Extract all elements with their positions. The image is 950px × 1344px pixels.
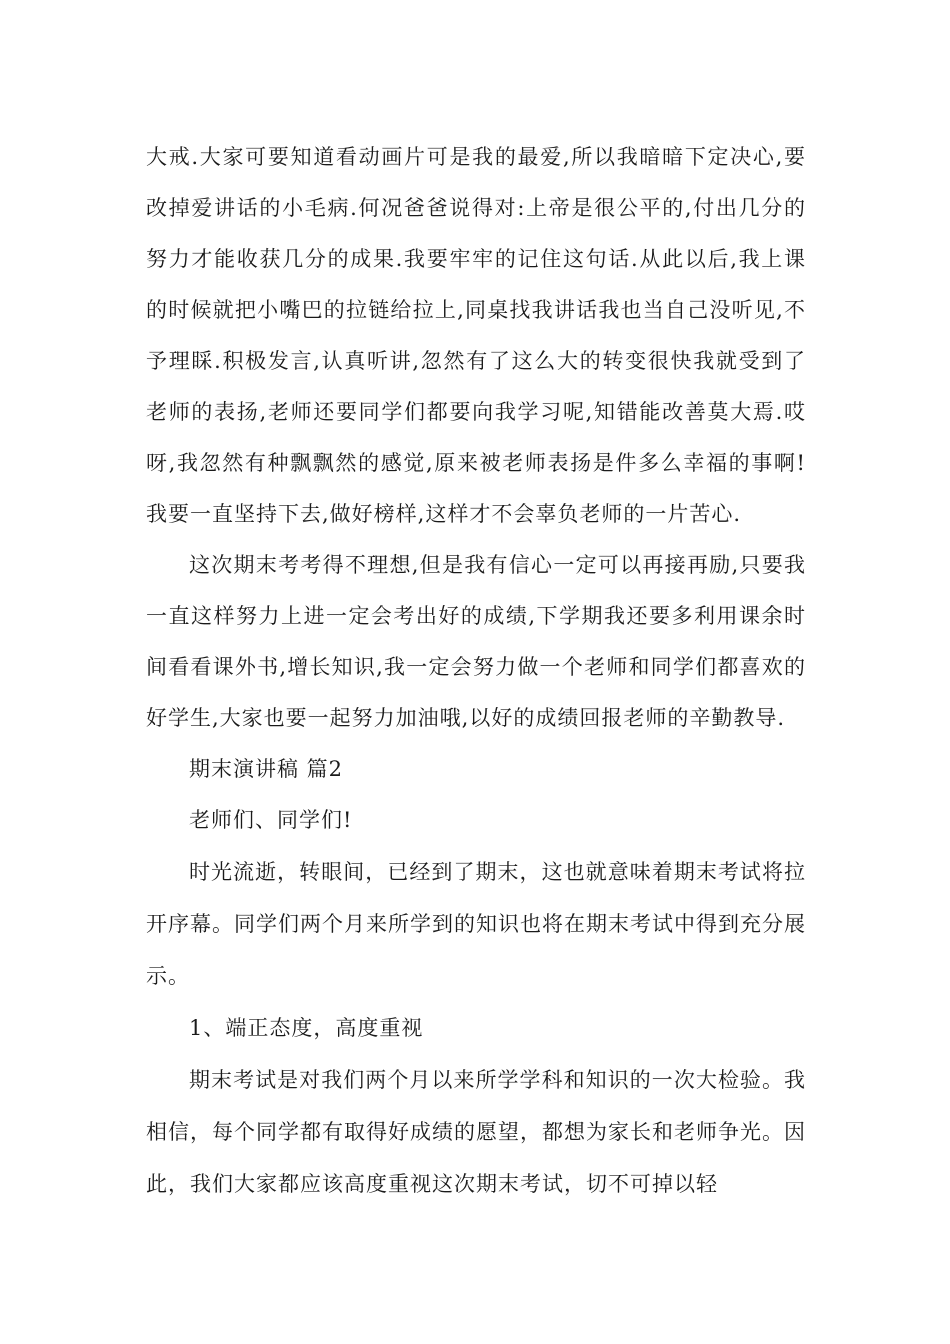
document-body [146, 132, 806, 1210]
paragraph-exam-importance: 期末考试是对我们两个月以来所学学科和知识的一次大检验。我相信，每个同学都有取得好成绩的愿望，都想为家长和老师争光。因此，我们大家都应该高度重视这次期末考试，切不可掉以轻 [146, 1068, 806, 1196]
section-title-speech-2: 期末演讲稿 篇2 [189, 757, 344, 781]
subheading-attitude: 1、端正态度，高度重视 [189, 1016, 424, 1040]
paragraph-exam-reflection: 这次期末考考得不理想,但是我有信心一定可以再接再励,只要我一直这样努力上进一定会考出好的成绩,下学期我还要多利用课余时间看看课外书,增长知识,我一定会努力做一个老师和同学们都喜欢的好学生,大家也要一起努力加油哦,以好的成绩回报老师的辛勤教导. [146, 553, 806, 730]
paragraph-exam-intro: 时光流逝，转眼间，已经到了期末，这也就意味着期末考试将拉开序幕。同学们两个月来所学到的知识也将在期末考试中得到充分展示。 [146, 860, 806, 988]
paragraph-story-continuation: 大戒.大家可要知道看动画片可是我的最爱,所以我暗暗下定决心,要改掉爱讲话的小毛病.何况爸爸说得对:上帝是很公平的,付出几分的努力才能收获几分的成果.我要牢牢的记住这句话.从此以后,我上课的时候就把小嘴巴的拉链给拉上,同桌找我讲话我也当自己没听见,不予理睬.积极发言,认真听讲,忽然有了这么大的转变很快我就受到了老师的表扬,老师还要同学们都要向我学习呢,知错能改善莫大焉.哎呀,我忽然有种飘飘然的感觉,原来被老师表扬是件多么幸福的事啊!我要一直坚持下去,做好榜样,这样才不会辜负老师的一片苦心. [146, 145, 806, 526]
greeting-line: 老师们、同学们! [189, 808, 353, 832]
